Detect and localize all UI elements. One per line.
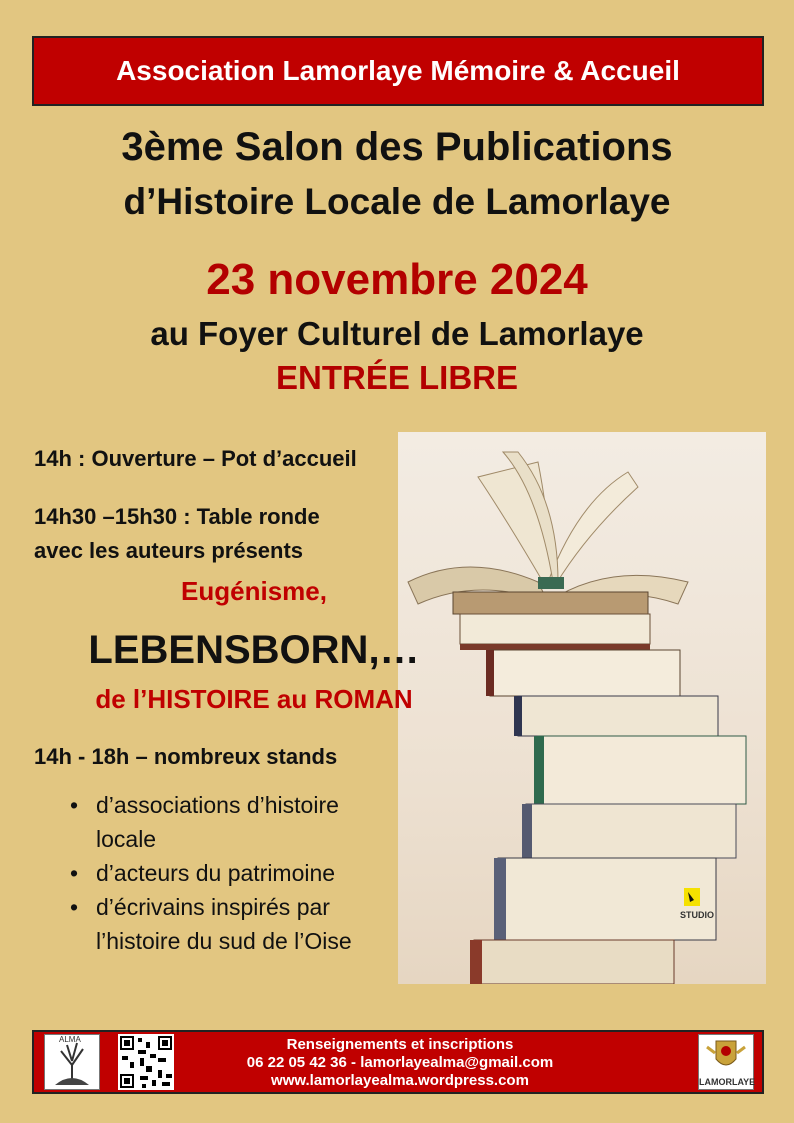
event-venue: au Foyer Culturel de Lamorlaye	[150, 315, 644, 352]
alma-logo-text: ALMA	[59, 1035, 81, 1044]
event-title-line1: 3ème Salon des Publications	[121, 125, 673, 169]
association-name: Association Lamorlaye Mémoire & Accueil	[116, 55, 680, 86]
contact-info	[34, 1036, 766, 1090]
roundtable-line2: avec les auteurs présents	[34, 538, 304, 563]
event-date: 23 novembre 2024	[206, 255, 588, 304]
studio-text: STUDIO	[680, 910, 715, 920]
stands-title: 14h - 18h – nombreux stands	[34, 744, 338, 769]
topic-lebensborn: LEBENSBORN,…	[88, 628, 420, 672]
program-opening: 14h : Ouverture – Pot d’accueil	[34, 446, 357, 471]
program-roundtable	[34, 500, 320, 568]
topic-history-novel: de l’HISTOIRE au ROMAN	[95, 684, 413, 714]
lamorlaye-logo	[698, 1034, 754, 1090]
contact-heading: Renseignements et inscriptions	[286, 1036, 514, 1053]
stands-list	[70, 788, 430, 958]
contact-website[interactable]: www.lamorlayealma.wordpress.com	[271, 1072, 529, 1089]
association-banner	[32, 36, 764, 106]
list-item: • d’associations d’histoire locale	[70, 788, 430, 856]
topic-eugenics: Eugénisme,	[181, 576, 327, 606]
list-item: • d’acteurs du patrimoine	[70, 856, 430, 890]
lamorlaye-logo-text: LAMORLAYE	[699, 1077, 756, 1087]
studio-watermark	[680, 888, 716, 927]
event-title-line2: d’Histoire Locale de Lamorlaye	[123, 181, 671, 222]
entry-notice: ENTRÉE LIBRE	[275, 359, 519, 396]
coat-of-arms-icon	[699, 1035, 753, 1079]
contact-phone-email[interactable]: 06 22 05 42 36 - lamorlayealma@gmail.com	[246, 1054, 554, 1071]
list-item: • d’écrivains inspirés par l’histoire du sud de l’Oise	[70, 890, 430, 958]
roundtable-line1: 14h30 –15h30 : Table ronde	[34, 504, 320, 529]
footer-banner	[32, 1030, 764, 1094]
